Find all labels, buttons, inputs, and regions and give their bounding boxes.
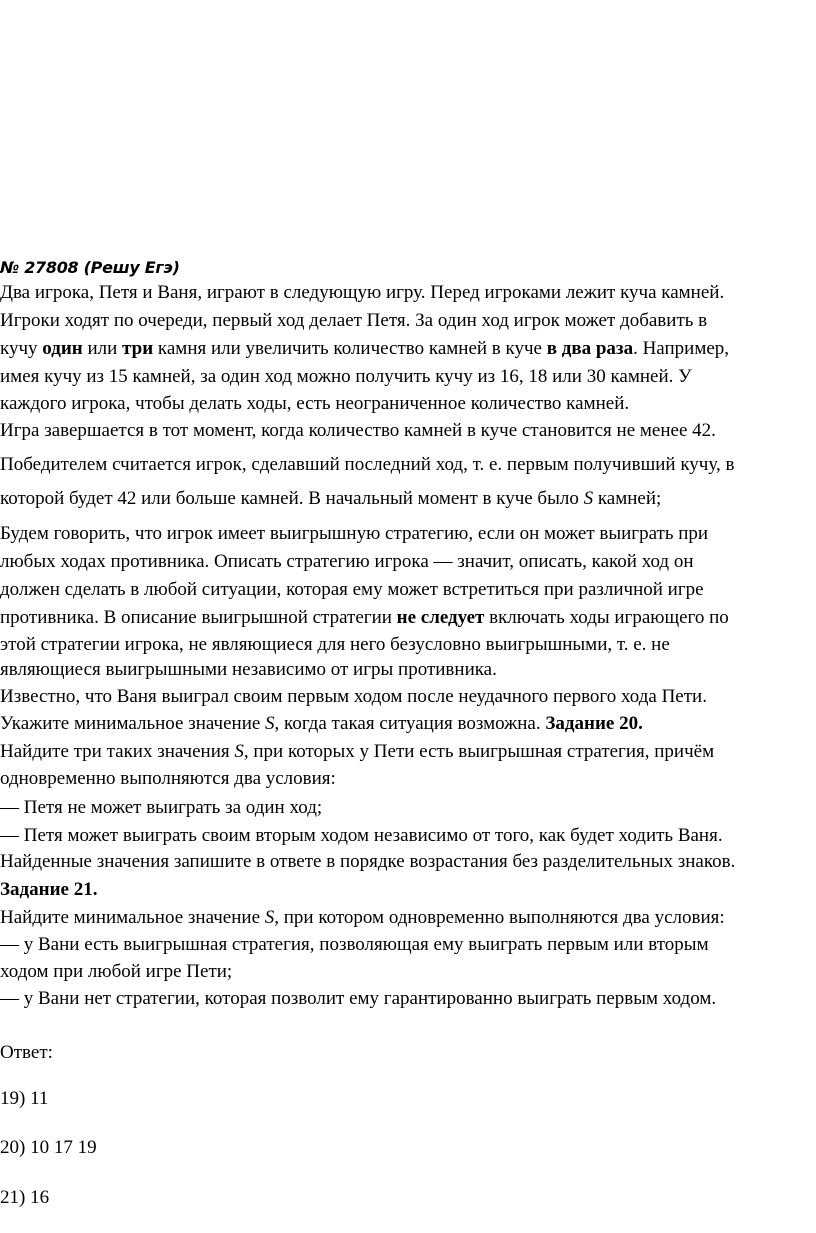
task-heading: Задание 21. — [0, 879, 98, 900]
text-line — [0, 906, 725, 930]
text-line — [0, 712, 643, 736]
text-run: камня или увеличить количество камней в куче — [153, 338, 547, 359]
bold-text: в два раза — [546, 338, 634, 359]
text-run: Найдите минимальное значение — [0, 907, 265, 928]
text-run: кучу — [0, 338, 43, 359]
answer-20: 20) 10 17 19 — [0, 1137, 97, 1158]
variable-s: S — [583, 488, 594, 509]
text-line: — у Вани нет стратегии, которая позволит ему гарантированно выиграть первым ходом. — [0, 988, 717, 1009]
text-line: должен сделать в любой ситуации, которая ему может встретиться при различной игре — [0, 579, 704, 600]
text-line: — у Вани есть выигрышная стратегия, позволяющая ему выиграть первым или вторым — [0, 934, 709, 955]
bold-text: один — [42, 338, 83, 359]
text-line — [0, 740, 714, 764]
text-run: Укажите минимальное значение — [0, 713, 266, 734]
variable-s: S — [265, 713, 275, 734]
text-line: Известно, что Ваня выиграл своим первым ходом после неудачного первого хода Пети. — [0, 686, 707, 707]
answer-19: 19) 11 — [0, 1088, 49, 1109]
text-run: . Например, — [633, 338, 730, 359]
text-line — [0, 606, 729, 630]
text-line: Игроки ходят по очереди, первый ход делает Петя. За один ход игрок может добавить в — [0, 310, 708, 331]
text-line: ходом при любой игре Пети; — [0, 961, 233, 982]
text-line: Найденные значения запишите в ответе в порядке возрастания без разделительных знаков. — [0, 851, 736, 872]
text-run: которой будет 42 или больше камней. В начальный момент в куче было — [0, 488, 584, 509]
text-line: — Петя может выиграть своим вторым ходом независимо от того, как будет ходить Ваня. — [0, 825, 723, 846]
text-line: каждого игрока, чтобы делать ходы, есть неограниченное количество камней. — [0, 393, 630, 414]
text-line: любых ходах противника. Описать стратегию игрока — значит, описать, какой ход он — [0, 551, 694, 572]
text-run: , при котором одновременно выполняются два условия: — [274, 907, 725, 928]
text-run: камней; — [593, 488, 662, 509]
answer-21: 21) 16 — [0, 1187, 50, 1208]
text-line: являющиеся выигрышными независимо от игры противника. — [0, 659, 497, 680]
bold-text: не следует — [396, 607, 485, 628]
bold-text: три — [122, 338, 154, 359]
answer-label: Ответ: — [0, 1042, 53, 1063]
text-line: имея кучу из 15 камней, за один ход можно получить кучу из 16, 18 или 30 камней. У — [0, 366, 692, 387]
text-line: Игра завершается в тот момент, когда количество камней в куче становится не менее 42. — [0, 420, 716, 441]
text-line — [0, 487, 661, 511]
text-line — [0, 337, 729, 361]
text-run: противника. В описание выигрышной стратегии — [0, 607, 397, 628]
text-line: Будем говорить, что игрок имеет выигрышную стратегию, если он может выиграть при — [0, 523, 709, 544]
variable-s: S — [264, 907, 275, 928]
text-line: одновременно выполняются два условия: — [0, 768, 336, 789]
text-run: включать ходы играющего по — [484, 607, 729, 628]
task-heading: Задание 20. — [545, 713, 643, 734]
variable-s: S — [234, 741, 244, 762]
text-run: Найдите три таких значения — [0, 741, 235, 762]
text-run: , при которых у Пети есть выигрышная стратегия, причём — [243, 741, 715, 762]
text-line: этой стратегии игрока, не являющиеся для него безусловно выигрышными, т. е. не — [0, 634, 670, 655]
text-line: — Петя не может выиграть за один ход; — [0, 797, 323, 818]
text-run: или — [82, 338, 123, 359]
text-run: , когда такая ситуация возможна. — [274, 713, 546, 734]
problem-header: № 27808 (Решу Егэ) — [0, 258, 180, 277]
text-line: Победителем считается игрок, сделавший последний ход, т. е. первым получивший кучу, в — [0, 454, 735, 475]
text-line: Два игрока, Петя и Ваня, играют в следующую игру. Перед игроками лежит куча камней. — [0, 282, 725, 303]
